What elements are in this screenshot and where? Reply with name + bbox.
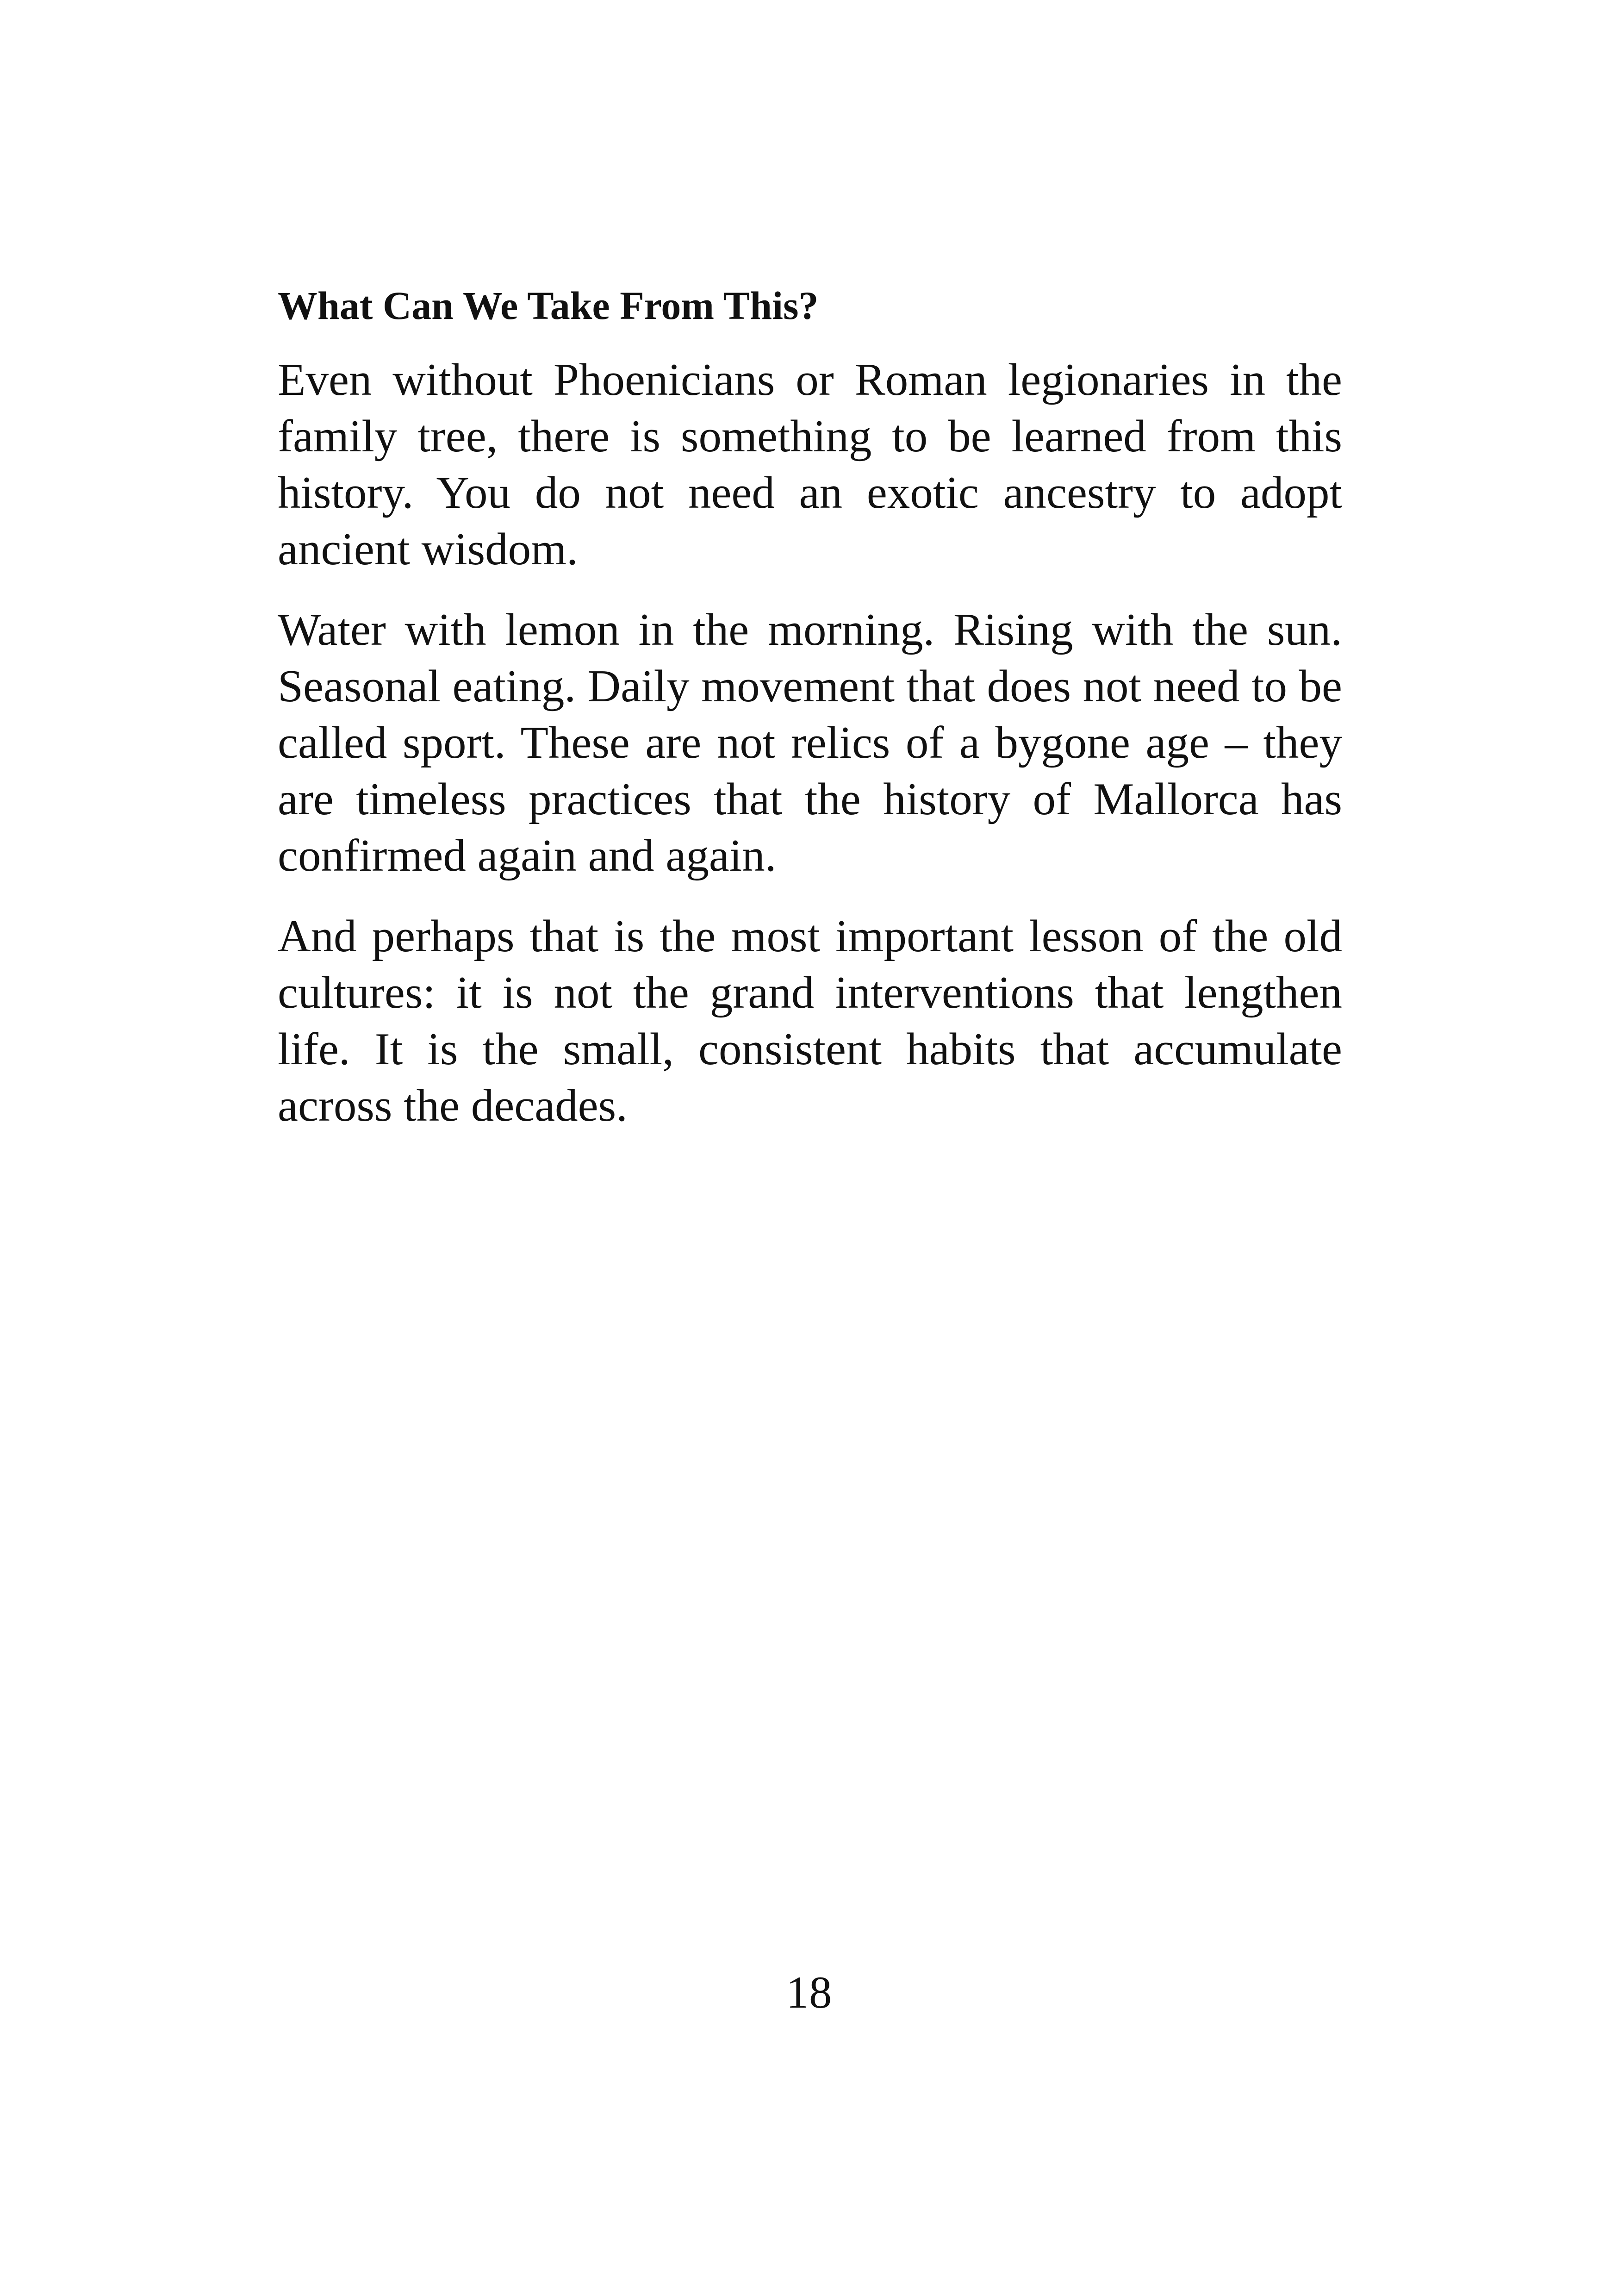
page-number: 18 bbox=[786, 1967, 832, 2018]
paragraph-2: Water with lemon in the morning. Rising with the sun. Seasonal eating. Daily movement that does not need to be called sport. These are not relics of a bygone age – they are timeless practices that the history of Mallorca has confirmed again and again. bbox=[278, 605, 1342, 881]
paragraph-3: And perhaps that is the most important lesson of the old cultures: it is not the grand interventions that lengthen life. It is the small, consistent habits that accumulate across the decades. bbox=[278, 911, 1342, 1131]
text-block bbox=[278, 278, 1342, 1158]
paragraph-1: Even without Phoenicians or Roman legionaries in the family tree, there is something to be learned from this history. You do not need an exotic ancestry to adopt ancient wisdom. bbox=[278, 355, 1342, 574]
section-heading: What Can We Take From This? bbox=[278, 283, 819, 328]
